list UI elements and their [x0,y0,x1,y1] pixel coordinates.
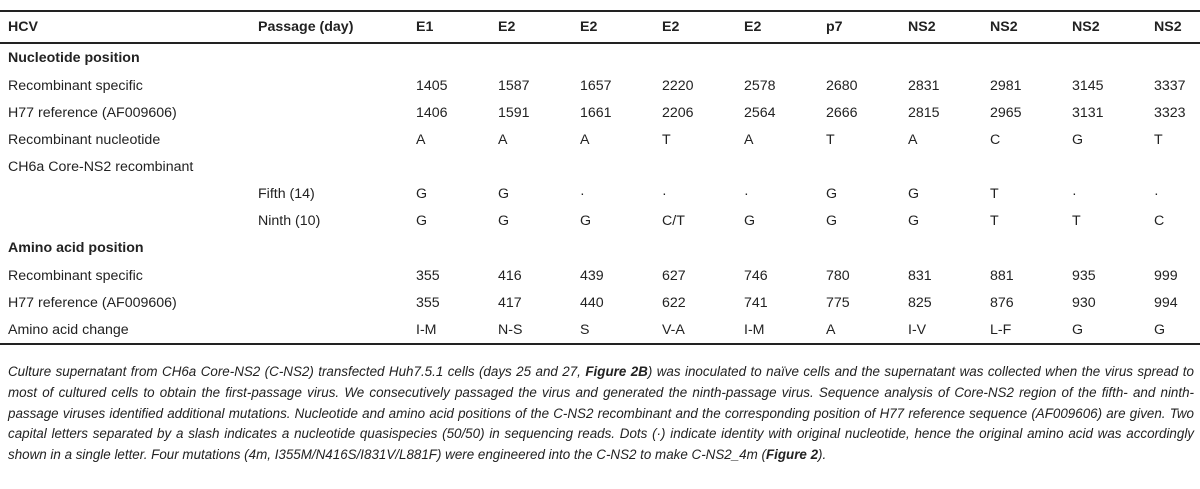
value-cell: G [744,212,756,229]
value-cell: 825 [908,294,932,311]
value-cell: L-F [982,316,1064,344]
value-cell [490,153,572,180]
value-cell: 2831 [908,77,940,94]
value-cell: 2220 [662,77,694,94]
value-cell: T [990,185,999,202]
section-heading: Nucleotide position [8,50,140,66]
figure-2b-link[interactable]: Figure 2B [585,364,648,379]
value-cell [654,153,736,180]
value-cell: T [1072,212,1081,229]
value-cell: 2981 [990,77,1022,94]
value-cell: 3131 [1072,104,1104,121]
value-cell: V-A [654,316,736,344]
value-cell: A [908,131,918,148]
value-cell: 994 [1154,294,1178,311]
value-cell: 1405 [416,77,448,94]
value-cell: 775 [826,294,850,311]
value-cell: G [498,185,510,202]
value-cell: S [572,316,654,344]
value-cell: · [662,185,667,202]
column-header: E2 [654,11,736,43]
value-cell: A [580,131,590,148]
value-cell: A [744,131,754,148]
value-cell: G [1072,131,1084,148]
value-cell: T [826,131,835,148]
value-cell: 2206 [662,104,694,121]
row-label: H77 reference (AF009606) [8,294,177,311]
value-cell: 741 [744,294,768,311]
value-cell [408,153,490,180]
value-cell: 417 [498,294,522,311]
value-cell: 3323 [1154,104,1186,121]
value-cell: T [990,212,999,229]
value-cell: 1657 [580,77,612,94]
value-cell: G [826,185,838,202]
value-cell: · [1072,185,1077,202]
column-header: NS2 [1064,11,1146,43]
value-cell: A [498,131,508,148]
table-row [0,262,1200,289]
figure-2-link[interactable]: Figure 2 [765,447,819,463]
value-cell: I-M [408,316,490,344]
value-cell: 746 [744,267,768,284]
value-cell: 2564 [744,104,776,121]
value-cell: 3145 [1072,77,1104,94]
passage-cell [250,99,408,126]
section-heading-row [0,234,1200,262]
column-header: NS2 [982,11,1064,43]
value-cell: 780 [826,267,850,284]
column-header: NS2 [900,11,982,43]
value-cell: 2578 [744,77,776,94]
value-cell: 355 [416,267,440,284]
table-footnote [8,362,1194,466]
value-cell: 439 [580,267,604,284]
value-cell [818,153,900,180]
value-cell: G [1064,316,1146,344]
value-cell: T [662,131,671,148]
row-label: Recombinant specific [8,77,143,94]
value-cell: 881 [990,267,1014,284]
row-label [0,180,250,207]
value-cell [1146,153,1200,180]
value-cell: T [1154,131,1163,148]
value-cell: · [744,185,749,202]
value-cell: 930 [1072,294,1096,311]
table-body [0,43,1200,344]
value-cell: 355 [416,294,440,311]
value-cell: G [416,212,428,229]
value-cell: I-V [900,316,982,344]
value-cell: 3337 [1154,77,1186,94]
value-cell [982,153,1064,180]
value-cell: 2965 [990,104,1022,121]
value-cell: C [1154,212,1165,229]
table-row [0,180,1200,207]
value-cell: 1591 [498,104,530,121]
table-row [0,316,1200,344]
passage-cell: Fifth (14) [258,185,315,202]
column-header: p7 [818,11,900,43]
value-cell: 876 [990,294,1014,311]
value-cell: 1587 [498,77,530,94]
passage-cell [250,126,408,153]
section-heading: Amino acid position [8,240,144,256]
value-cell: A [818,316,900,344]
value-cell: N-S [490,316,572,344]
value-cell: G [826,212,838,229]
value-cell: 999 [1154,267,1178,284]
table-row [0,126,1200,153]
value-cell: 440 [580,294,604,311]
value-cell: 627 [662,267,686,284]
table-row [0,72,1200,99]
value-cell: 935 [1072,267,1096,284]
column-header: E2 [736,11,818,43]
value-cell: C/T [662,212,685,229]
passage-cell [250,289,408,316]
value-cell: · [580,185,585,202]
header-row [0,11,1200,43]
footnote-text-3: ). [818,447,827,463]
value-cell: I-M [736,316,818,344]
value-cell: 1661 [580,104,612,121]
column-header: Passage (day) [250,11,408,43]
column-header: HCV [0,11,250,43]
footnote-text-2: ) was inoculated to naïve cells and the supernatant was collected when the virus spread to most of cultured cells to obtain the first-passage virus. We consecutively passaged the virus and generated the ninth-passage virus. Sequence analysis of Core-NS2 region of the fifth- and ninth-passage viruses identified additional mutations. Nucleotide and amino acid positions of the C-NS2 recombinant and the corresponding position of H77 reference sequence (AF009606) are given. Two capital letters separated by a slash indicates a nucleotide quasispecies (50/50) in sequencing reads. Dots (·) indicate identity with original nucleotide, hence the original amino acid was accordingly shown in a single letter. Four mutations (4m, I355M/N416S/I831V/L881F) were engineered into the C-NS2 to make C-NS2_4m ( [8,364,1194,463]
hcv-mutation-table [0,10,1200,345]
value-cell [572,153,654,180]
passage-cell [250,72,408,99]
row-label: Amino acid change [0,316,250,344]
table-row [0,153,1200,180]
passage-cell: Ninth (10) [258,212,321,229]
row-label [0,207,250,234]
column-header: E1 [408,11,490,43]
value-cell: 831 [908,267,932,284]
value-cell [1064,153,1146,180]
value-cell: C [990,131,1001,148]
passage-cell [250,316,408,344]
table-row [0,99,1200,126]
row-label: H77 reference (AF009606) [8,104,177,121]
column-header: E2 [572,11,654,43]
value-cell: G [580,212,592,229]
section-heading-row [0,43,1200,72]
table-row [0,207,1200,234]
value-cell: G [908,212,920,229]
passage-cell [250,153,408,180]
row-label: Recombinant nucleotide [8,131,161,148]
value-cell: 416 [498,267,522,284]
value-cell: · [1154,185,1159,202]
value-cell: A [416,131,426,148]
footnote-text-1: Culture supernatant from CH6a Core-NS2 (C-NS2) transfected Huh7.5.1 cells (days 25 and 27, [8,364,586,379]
column-header: E2 [490,11,572,43]
value-cell: G [1146,316,1200,344]
value-cell: 2815 [908,104,940,121]
value-cell [736,153,818,180]
value-cell: 622 [662,294,686,311]
passage-cell [250,262,408,289]
value-cell: 2666 [826,104,858,121]
value-cell: G [908,185,920,202]
value-cell: G [498,212,510,229]
value-cell: 2680 [826,77,858,94]
table-row [0,289,1200,316]
value-cell: G [416,185,428,202]
value-cell: 1406 [416,104,448,121]
value-cell [900,153,982,180]
row-label: CH6a Core-NS2 recombinant [8,158,194,175]
row-label: Recombinant specific [8,267,143,284]
column-header: NS2 [1146,11,1200,43]
